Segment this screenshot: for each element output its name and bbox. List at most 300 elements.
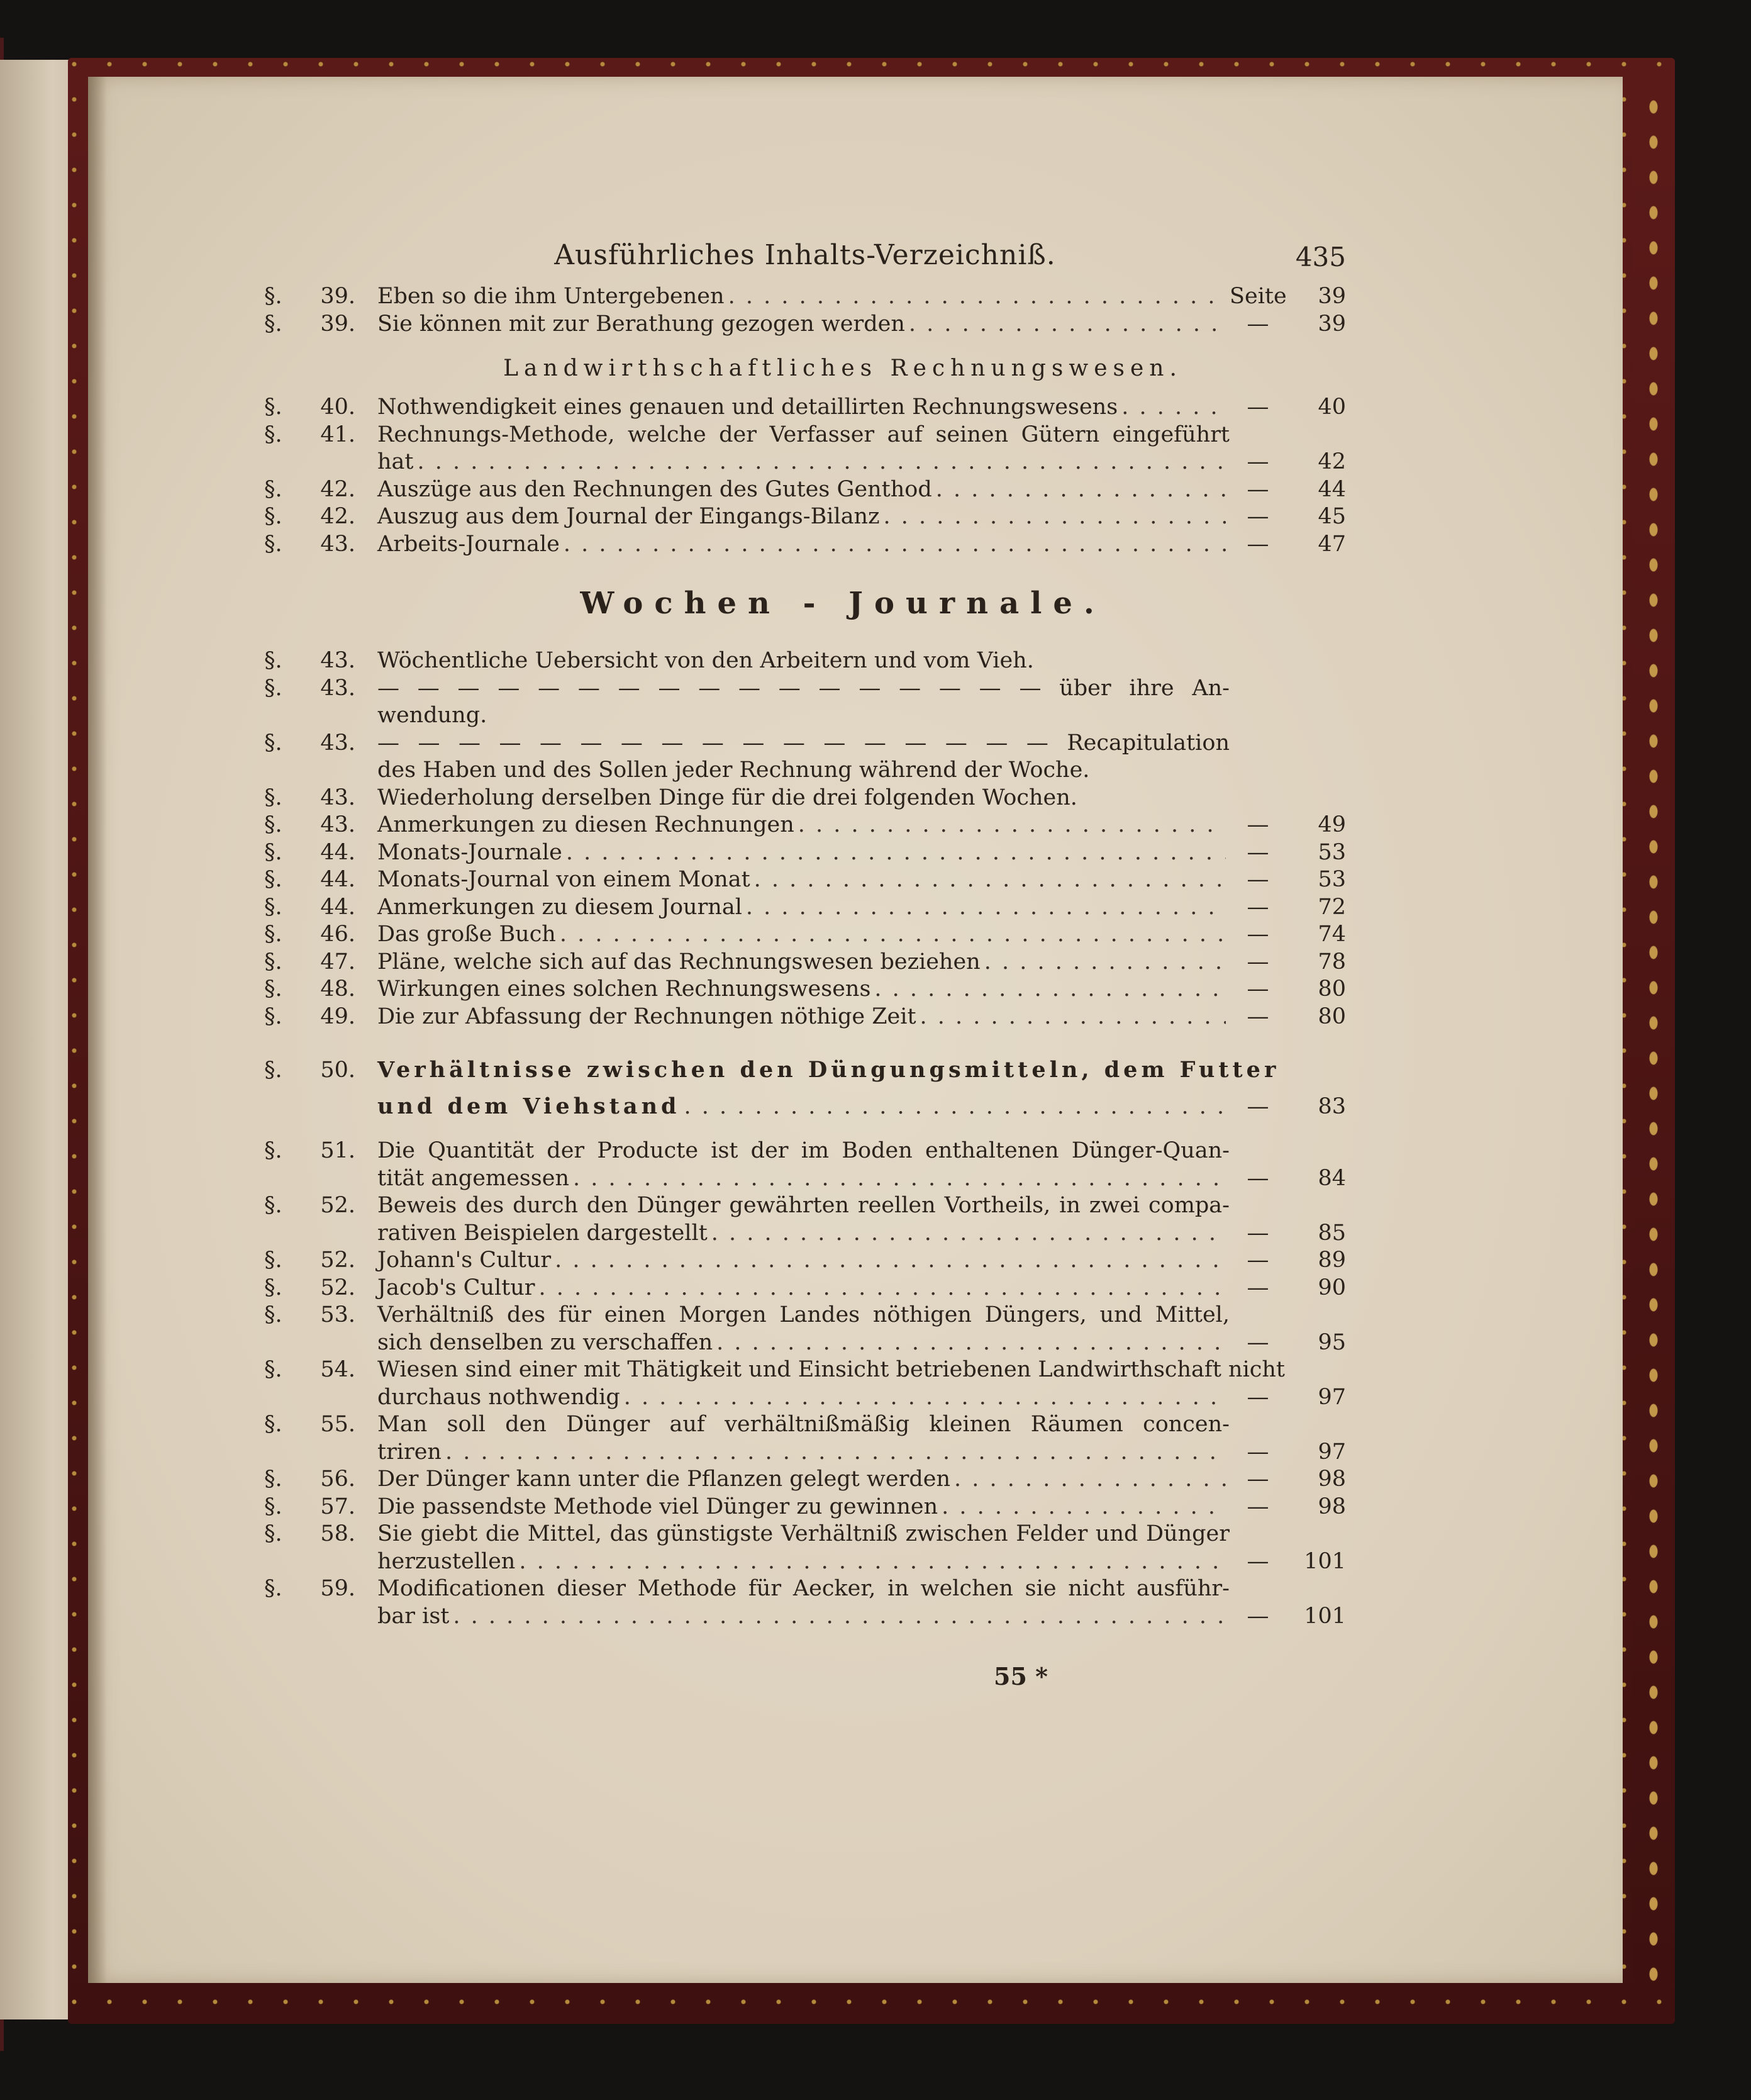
entry-title: Wirkungen eines solchen Rechnungswesens: [377, 976, 871, 1002]
section-number: 44.: [320, 894, 355, 920]
toc-entry-row: [264, 730, 1346, 757]
toc-entry-row: [264, 394, 1346, 422]
page-dash: —: [1247, 1165, 1269, 1191]
section-sign: §.: [264, 1193, 282, 1218]
page-dash: —: [1247, 894, 1269, 920]
entry-text: [377, 949, 1230, 976]
dot-leader: [624, 1384, 1226, 1412]
entry-text: [377, 647, 1230, 675]
toc-entry-row: [264, 503, 1346, 531]
section-number: 58.: [320, 1521, 355, 1546]
page-dash: —: [1247, 1494, 1269, 1519]
section-number: 42.: [320, 476, 355, 502]
toc-group-b: [264, 394, 1346, 558]
toc-group-50: [264, 1052, 1346, 1125]
page-ref: 98: [1318, 1494, 1346, 1519]
section-heading-wochen-journale: Wochen - Journale.: [580, 586, 1106, 621]
section-sign: §.: [264, 894, 282, 920]
toc-entry-row: [264, 675, 1346, 703]
page-dash: —: [1247, 867, 1269, 892]
entry-text: [377, 1575, 1230, 1603]
page-gutter-shadow: [88, 77, 107, 1983]
page-ref: 101: [1304, 1548, 1346, 1574]
toc-entry-row: [264, 1575, 1346, 1603]
dot-leader: [884, 503, 1226, 531]
entry-line: [377, 1275, 1230, 1302]
entry-title: Wöchentliche Uebersicht von den Arbeitern und vom Vieh.: [377, 648, 1034, 673]
section-number: 52.: [320, 1248, 355, 1273]
entry-line: [377, 503, 1230, 531]
page-ref: 95: [1318, 1329, 1346, 1355]
page-dash: —: [1247, 311, 1269, 337]
toc-entry-row: [264, 1275, 1346, 1302]
section-sign: §.: [264, 949, 282, 975]
entry-title: Die Quantität der Producte ist der im Boden enthaltenen Dünger-Quan-: [377, 1138, 1230, 1163]
entry-line: [377, 1329, 1230, 1357]
entry-line: [377, 1439, 1230, 1466]
page-ref: 47: [1318, 531, 1346, 557]
section-number: 43.: [320, 648, 355, 673]
entry-line: [377, 1165, 1230, 1193]
entry-text: [377, 1466, 1230, 1494]
toc-entry-row: [264, 812, 1346, 839]
page-ref: 101: [1304, 1603, 1346, 1629]
section-number: 52.: [320, 1275, 355, 1300]
entry-text: [377, 1384, 1230, 1412]
section-sign: §.: [264, 1058, 282, 1083]
section-sign: §.: [264, 311, 282, 337]
section-sign: §.: [264, 839, 282, 865]
entry-text: [377, 894, 1230, 922]
page-ref: 80: [1318, 976, 1346, 1002]
page-ref: 42: [1318, 449, 1346, 474]
entry-title: Verhältniß des für einen Morgen Landes nöthigen Düngers, und Mittel,: [377, 1302, 1230, 1327]
toc-entry-row: [264, 1466, 1346, 1494]
entry-title: Rechnungs-Methode, welche der Verfasser auf seinen Gütern eingeführt: [377, 422, 1230, 447]
toc-entry-row: [264, 757, 1346, 785]
page-dash: —: [1247, 394, 1269, 420]
entry-line: [377, 921, 1230, 949]
page-ref: 74: [1318, 922, 1346, 947]
page-dash: —: [1247, 1220, 1269, 1246]
section-number: 46.: [320, 922, 355, 947]
section-number: 44.: [320, 867, 355, 892]
entry-line: [377, 894, 1230, 922]
page-ref: 98: [1318, 1466, 1346, 1492]
page-ref: 53: [1318, 867, 1346, 892]
section-heading-rechnungswesen: Landwirthschaftliches Rechnungswesen.: [503, 355, 1182, 381]
entry-text: [377, 1548, 1230, 1576]
entry-title: rativen Beispielen dargestellt: [377, 1220, 708, 1246]
page-ref: 90: [1318, 1275, 1346, 1300]
toc-entry-row: [264, 476, 1346, 504]
entry-text: [377, 730, 1230, 757]
toc-entry-row: [264, 785, 1346, 812]
page-ref: 49: [1318, 812, 1346, 837]
toc-entry-row: [264, 1302, 1346, 1329]
section-sign: §.: [264, 1494, 282, 1519]
dot-leader: [798, 812, 1226, 839]
page-dash: —: [1247, 1548, 1269, 1574]
toc-entry-row: [264, 311, 1346, 338]
entry-line: [377, 1494, 1230, 1521]
entry-title: Die zur Abfassung der Rechnungen nöthige Zeit: [377, 1003, 916, 1029]
section-number: 56.: [320, 1466, 355, 1492]
section-number: 41.: [320, 422, 355, 447]
entry-title: bar ist: [377, 1603, 450, 1629]
entry-text: [377, 1137, 1230, 1165]
toc-entry-row: [264, 422, 1346, 449]
entry-text: [377, 1329, 1230, 1357]
section-number: 47.: [320, 949, 355, 975]
section-number: 43.: [320, 785, 355, 810]
toc-entry-row: [264, 1165, 1346, 1193]
page-ref: 39: [1318, 311, 1346, 337]
entry-title: Anmerkungen zu diesen Rechnungen: [377, 812, 794, 837]
page-ref: 78: [1318, 949, 1346, 975]
dot-leader: [754, 866, 1226, 894]
signature-mark: 55 *: [994, 1662, 1048, 1690]
entry-title: Pläne, welche sich auf das Rechnungswesen beziehen: [377, 949, 981, 975]
toc-entry-row: [264, 531, 1346, 559]
section-number: 50.: [320, 1058, 355, 1083]
page-dash: —: [1247, 1248, 1269, 1273]
entry-line: [377, 812, 1230, 839]
entry-line: [377, 1088, 1230, 1125]
toc-entry-row: [264, 1411, 1346, 1439]
dot-leader: [566, 839, 1226, 867]
toc-entry-row: [264, 647, 1346, 675]
dot-leader: [1121, 394, 1226, 422]
dot-leader: [942, 1494, 1226, 1521]
page-dash: —: [1247, 1466, 1269, 1492]
toc-entry-row: [264, 1329, 1346, 1357]
toc-entry-row: [264, 1439, 1346, 1466]
dot-leader: [909, 311, 1226, 338]
section-number: 40.: [320, 394, 355, 420]
dot-leader: [711, 1220, 1226, 1248]
dot-leader: [874, 976, 1226, 1003]
page-dash: —: [1247, 449, 1269, 474]
section-sign: §.: [264, 1357, 282, 1382]
page-dash: —: [1247, 1384, 1269, 1410]
entry-title: Wiesen sind einer mit Thätigkeit und Einsicht betriebenen Landwirthschaft nicht: [377, 1357, 1285, 1382]
section-sign: §.: [264, 867, 282, 892]
toc-group-c: [264, 647, 1346, 1030]
entry-text: [377, 1411, 1230, 1439]
section-sign: §.: [264, 675, 282, 701]
toc-group-d: [264, 1137, 1346, 1630]
page-ref: 40: [1318, 394, 1346, 420]
section-number: 57.: [320, 1494, 355, 1519]
dot-leader: [560, 921, 1226, 949]
entry-title: tität angemessen: [377, 1165, 569, 1191]
entry-text: [377, 1356, 1285, 1384]
section-sign: §.: [264, 1248, 282, 1273]
entry-text: [377, 976, 1230, 1003]
toc-entry-row: [264, 1603, 1346, 1631]
section-number: 48.: [320, 976, 355, 1002]
section-sign: §.: [264, 1521, 282, 1546]
page-dash: —: [1247, 531, 1269, 557]
entry-text: [377, 503, 1230, 531]
toc-entry-row: [264, 1494, 1346, 1521]
entry-text: [377, 476, 1230, 504]
section-number: 49.: [320, 1003, 355, 1029]
running-head: [264, 233, 1346, 283]
entry-title: Monats-Journal von einem Monat: [377, 867, 750, 892]
entry-text: [377, 921, 1230, 949]
entry-text: [377, 1192, 1230, 1220]
entry-title: triren: [377, 1439, 442, 1465]
entry-title: Monats-Journale: [377, 839, 562, 865]
entry-text: [377, 422, 1230, 449]
dot-leader: [519, 1548, 1226, 1576]
entry-text: [377, 1088, 1230, 1125]
entry-title: Sie giebt die Mittel, das günstigste Verhältniß zwischen Felder und Dünger: [377, 1521, 1230, 1546]
section-number: 43.: [320, 531, 355, 557]
section-sign: §.: [264, 1576, 282, 1601]
section-sign: §.: [264, 394, 282, 420]
entry-text: [377, 283, 1230, 311]
toc-entry-row: [264, 921, 1346, 949]
running-title: Ausführliches Inhalts-Verzeichniß.: [554, 239, 1056, 271]
toc-entry-row: [264, 1548, 1346, 1576]
toc-entry-row: [264, 1003, 1346, 1031]
page-dash: —: [1247, 1439, 1269, 1465]
entry-text: [377, 839, 1230, 867]
dot-leader: [573, 1165, 1226, 1193]
page-ref: 39: [1318, 284, 1346, 309]
entry-title: Wiederholung derselben Dinge für die drei folgenden Wochen.: [377, 785, 1077, 810]
entry-title: Arbeits-Journale: [377, 531, 560, 557]
page-ref: 83: [1318, 1094, 1346, 1119]
entry-title: Sie können mit zur Berathung gezogen werden: [377, 311, 905, 337]
toc-entry-row: [264, 449, 1346, 476]
entry-text: [377, 1247, 1230, 1275]
section-number: 53.: [320, 1302, 355, 1327]
page-ref: 97: [1318, 1439, 1346, 1465]
page-dash: —: [1247, 1003, 1269, 1029]
entry-title: Johann's Cultur: [377, 1248, 552, 1273]
toc-entry-row: [264, 866, 1346, 894]
section-sign: §.: [264, 1138, 282, 1163]
entry-title: — — — — — — — — — — — — — — — — — über ihre An-: [377, 675, 1230, 701]
entry-line: [377, 531, 1230, 559]
section-number: 44.: [320, 839, 355, 865]
dot-leader: [445, 1439, 1226, 1466]
page-number: 435: [1295, 242, 1346, 272]
entry-text: [377, 1302, 1230, 1329]
page-ref: 80: [1318, 1003, 1346, 1029]
dot-leader: [684, 1088, 1226, 1125]
page-dash: —: [1247, 949, 1269, 975]
toc-entry-row: [264, 1247, 1346, 1275]
section-sign: §.: [264, 648, 282, 673]
entry-text: [377, 1439, 1230, 1466]
toc-entry-row: [264, 839, 1346, 867]
entry-line: [377, 1003, 1230, 1031]
toc-entry-row: [264, 949, 1346, 976]
entry-title: Modificationen dieser Methode für Aecker, in welchen sie nicht ausführ-: [377, 1576, 1230, 1601]
entry-title: wendung.: [377, 703, 487, 728]
page-ref: 85: [1318, 1220, 1346, 1246]
entry-line: [377, 866, 1230, 894]
entry-text: [377, 1521, 1230, 1548]
section-number: 52.: [320, 1193, 355, 1218]
page-dash: —: [1247, 1603, 1269, 1629]
entry-title: Man soll den Dünger auf verhältnißmäßig kleinen Räumen concen-: [377, 1412, 1230, 1437]
entry-line: [377, 476, 1230, 504]
section-sign: §.: [264, 531, 282, 557]
dot-leader: [417, 449, 1226, 476]
entry-title: — — — — — — — — — — — — — — — — — Recapitulation: [377, 730, 1230, 756]
section-number: 59.: [320, 1576, 355, 1601]
toc-entry-row: [264, 702, 1346, 730]
section-number: 54.: [320, 1357, 355, 1382]
toc-entry-row: [264, 283, 1346, 311]
entry-text: [377, 394, 1230, 422]
entry-text: [377, 531, 1230, 559]
entry-text: [377, 449, 1230, 476]
entry-line: [377, 311, 1230, 338]
section-number: 55.: [320, 1412, 355, 1437]
dot-leader: [555, 1247, 1226, 1275]
entry-text: [377, 785, 1230, 812]
section-sign: §.: [264, 812, 282, 837]
section-sign: §.: [264, 785, 282, 810]
entry-text: [377, 1603, 1230, 1631]
section-sign: §.: [264, 1302, 282, 1327]
section-sign: §.: [264, 284, 282, 309]
section-sign: §.: [264, 1412, 282, 1437]
entry-text: [377, 812, 1230, 839]
dot-leader: [954, 1466, 1226, 1494]
entry-text: [377, 1003, 1230, 1031]
toc-entry-row: [264, 1356, 1346, 1384]
dot-leader: [453, 1603, 1226, 1631]
entry-line: [377, 1220, 1230, 1248]
entry-text: [377, 866, 1230, 894]
entry-line: [377, 839, 1230, 867]
page-ref: 44: [1318, 476, 1346, 502]
page-ref: 53: [1318, 839, 1346, 865]
toc-text-block: [264, 233, 1346, 1630]
entry-text: [377, 1220, 1230, 1248]
page-dash: —: [1247, 1094, 1269, 1119]
entry-title: Eben so die ihm Untergebenen: [377, 284, 725, 309]
toc-entry-row: [264, 1192, 1346, 1220]
entry-line: [377, 1466, 1230, 1494]
toc-entry-row: [264, 1220, 1346, 1248]
page-dash: —: [1247, 812, 1269, 837]
entry-line: [377, 1603, 1230, 1631]
dot-leader: [564, 531, 1226, 559]
page-ref: 97: [1318, 1384, 1346, 1410]
section-sign: §.: [264, 1003, 282, 1029]
entry-title: durchaus nothwendig: [377, 1384, 620, 1410]
entry-text: [377, 1165, 1230, 1193]
entry-title: Die passendste Methode viel Dünger zu gewinnen: [377, 1494, 938, 1519]
entry-line: [377, 449, 1230, 476]
page-dash: —: [1247, 476, 1269, 502]
page-dash: —: [1247, 839, 1269, 865]
page-dash: —: [1247, 976, 1269, 1002]
entry-line: [377, 1384, 1230, 1412]
dot-leader: [539, 1275, 1226, 1302]
entry-title: hat: [377, 449, 414, 474]
section-sign: §.: [264, 504, 282, 529]
entry-line: [377, 394, 1230, 422]
entry-text: [377, 757, 1230, 785]
entry-text: [377, 675, 1230, 703]
page-ref: 45: [1318, 504, 1346, 529]
entry-text: [377, 1275, 1230, 1302]
entry-title: Das große Buch: [377, 922, 556, 947]
dot-leader: [746, 894, 1226, 922]
entry-title: herzustellen: [377, 1548, 516, 1574]
entry-text: [377, 1494, 1230, 1521]
toc-entry-row: [264, 976, 1346, 1003]
toc-entry-row: [264, 1521, 1346, 1548]
entry-line: [377, 1247, 1230, 1275]
entry-title: Der Dünger kann unter die Pflanzen gelegt werden: [377, 1466, 950, 1492]
section-sign: §.: [264, 730, 282, 756]
entry-title: Verhältnisse zwischen den Düngungsmitteln, dem Futter: [377, 1057, 1280, 1083]
cover-ornament-border: [1632, 94, 1675, 1982]
page-dash: —: [1247, 922, 1269, 947]
section-number: 43.: [320, 675, 355, 701]
toc-entry-row: [264, 1088, 1346, 1125]
toc-entry-row: [264, 1384, 1346, 1412]
page-dash: Seite: [1230, 284, 1287, 309]
section-sign: §.: [264, 922, 282, 947]
page-ref: 72: [1318, 894, 1346, 920]
page-dash: —: [1247, 1329, 1269, 1355]
entry-text: [377, 702, 1230, 730]
entry-title: Anmerkungen zu diesem Journal: [377, 894, 742, 920]
section-number: 51.: [320, 1138, 355, 1163]
page-dash: —: [1247, 504, 1269, 529]
section-sign: §.: [264, 422, 282, 447]
entry-title: Auszüge aus den Rechnungen des Gutes Genthod: [377, 476, 932, 502]
section-number: 42.: [320, 504, 355, 529]
entry-text: [377, 1052, 1280, 1088]
dot-leader: [716, 1329, 1226, 1357]
entry-text: [377, 311, 1230, 338]
dot-leader: [728, 283, 1226, 311]
entry-title: Jacob's Cultur: [377, 1275, 535, 1300]
toc-entry-row: [264, 894, 1346, 922]
toc-entry-row: [264, 1137, 1346, 1165]
page-ref: 84: [1318, 1165, 1346, 1191]
entry-line: [377, 283, 1230, 311]
entry-title: Beweis des durch den Dünger gewährten reellen Vortheils, in zwei compa-: [377, 1193, 1230, 1218]
toc-group-a: [264, 283, 1346, 338]
section-number: 43.: [320, 730, 355, 756]
section-number: 43.: [320, 812, 355, 837]
entry-title: Nothwendigkeit eines genauen und detaillirten Rechnungswesens: [377, 394, 1118, 420]
page-dash: —: [1247, 1275, 1269, 1300]
entry-title: des Haben und des Sollen jeder Rechnung während der Woche.: [377, 757, 1090, 783]
section-sign: §.: [264, 1275, 282, 1300]
section-sign: §.: [264, 1466, 282, 1492]
entry-title: und dem Viehstand: [377, 1093, 681, 1119]
section-number: 39.: [320, 284, 355, 309]
page-ref: 89: [1318, 1248, 1346, 1273]
toc-entry-row: [264, 1052, 1346, 1088]
dot-leader: [936, 476, 1226, 504]
